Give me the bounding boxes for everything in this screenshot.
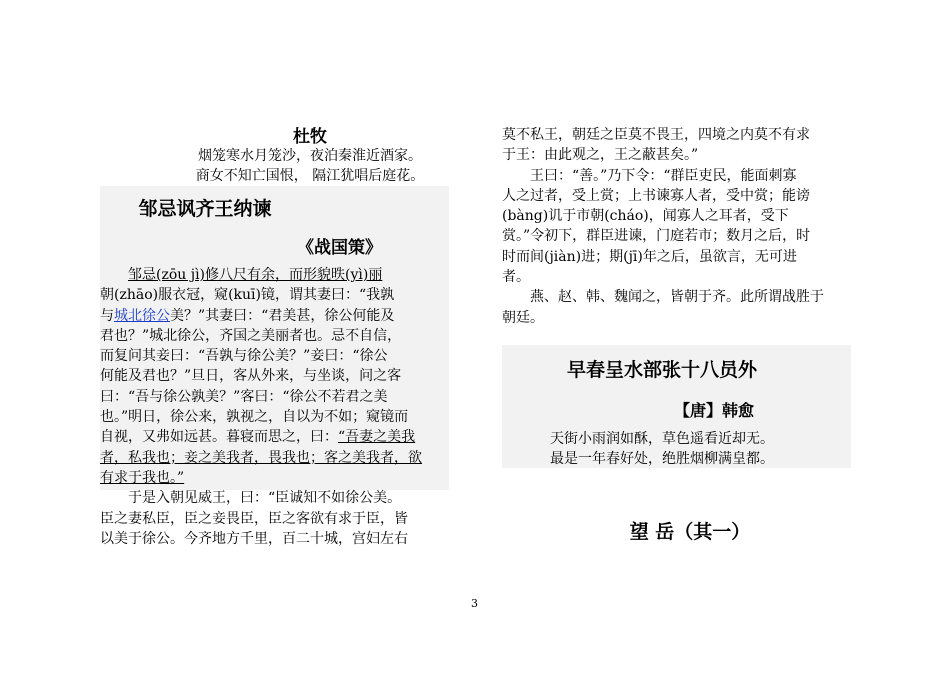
zouji-line-8: 也。”明日，徐公来，孰视之，自以为不如；窥镜而 <box>100 409 409 426</box>
zouji-p2-line-2: 臣之妻私臣，臣之妾畏臣，臣之客欲有求于臣，皆 <box>100 510 408 527</box>
zouji-line-3b: 美？”其妻曰：“君美甚，徐公何能及 <box>170 307 395 324</box>
zouji-line-7: 曰：“吾与徐公孰美？”客曰：“徐公不若君之美 <box>100 388 388 405</box>
zaochun-line-2: 最是一年春好处，绝胜烟柳满皇都。 <box>550 451 774 467</box>
cont-line-9: 燕、赵、韩、魏闻之，皆朝于齐。此所谓战胜于 <box>530 289 824 306</box>
cont-line-5: (bàng)讥于市朝(cháo)，闻寡人之耳者，受下 <box>502 208 789 225</box>
zouji-line-9b: “吾妻之美我 <box>338 429 416 446</box>
zaochun-title: 早春呈水部张十八员外 <box>566 359 757 381</box>
zouji-line <box>100 265 449 285</box>
zouji-body <box>100 265 449 549</box>
zouji-line-3a: 与 <box>100 307 114 324</box>
zouji-source: 《战国策》 <box>297 238 382 258</box>
zouji-line-2: 朝(zhāo)服衣冠，窥(kuī)镜，谓其妻曰：“我孰 <box>100 287 395 304</box>
zouji-line-9a: 自视，又弗如远甚。暮寝而思之，曰： <box>100 429 338 446</box>
zouji-line-11: 有求于我也。” <box>100 469 185 486</box>
zouji-p2-line-3: 以美于徐公。今齐地方千里，百二十城，宫妇左右 <box>100 530 408 547</box>
zouji-p2-line-1: 于是入朝见威王，曰：“臣诚知不如徐公美。 <box>128 490 402 507</box>
cont-line-3: 王曰：“善。”乃下令：“群臣吏民，能面刺寡 <box>530 167 797 184</box>
cont-line-8: 者。 <box>502 269 530 286</box>
cont-line-4: 人之过者，受上赏；上书谏寡人者，受中赏；能谤 <box>502 187 810 204</box>
zouji-line-6: 何能及君也？”旦日，客从外来，与坐谈，问之客 <box>100 368 402 385</box>
zouji-line-5: 而复问其妾曰：“吾孰与徐公美？”妾曰：“徐公 <box>100 348 388 365</box>
zouji-title: 邹忌讽齐王纳谏 <box>138 198 272 220</box>
zouji-line <box>100 306 449 326</box>
cont-line-6: 赏。”令初下，群臣进谏，门庭若市；数月之后，时 <box>502 228 811 245</box>
zouji-continuation <box>502 125 851 328</box>
chengbei-xugong-link[interactable]: 城北徐公 <box>114 307 170 324</box>
zaochun-line-1: 天街小雨润如酥，草色遥看近却无。 <box>550 431 774 447</box>
dumu-author: 杜牧 <box>293 127 327 147</box>
dumu-line-1: 烟笼寒水月笼沙，夜泊秦淮近酒家。 <box>198 148 422 164</box>
zouji-line <box>100 427 449 447</box>
cont-line-1: 莫不私王，朝廷之臣莫不畏王，四境之内莫不有求 <box>502 127 810 143</box>
zouji-line-1: 邹忌(zōu jì)修八尺有余，而形貌昳(yì)丽 <box>128 267 383 283</box>
cont-line-10: 朝廷。 <box>502 309 544 326</box>
zouji-line-4: 君也？”城北徐公，齐国之美丽者也。忌不自信， <box>100 327 402 344</box>
cont-line-7: 时而间(jiàn)进；期(jī)年之后，虽欲言，无可进 <box>502 248 797 265</box>
zaochun-author: 【唐】韩愈 <box>674 401 755 420</box>
wangyue-title: 望 岳（其一） <box>629 521 751 543</box>
cont-line-2: 于王：由此观之，王之蔽甚矣。” <box>502 147 699 164</box>
page-number: 3 <box>471 597 478 610</box>
dumu-line-2: 商女不知亡国恨， 隔江犹唱后庭花。 <box>195 168 425 184</box>
zaochun-section <box>502 345 851 468</box>
zouji-line-10: 者，私我也；妾之美我者，畏我也；客之美我者，欲 <box>100 449 422 466</box>
